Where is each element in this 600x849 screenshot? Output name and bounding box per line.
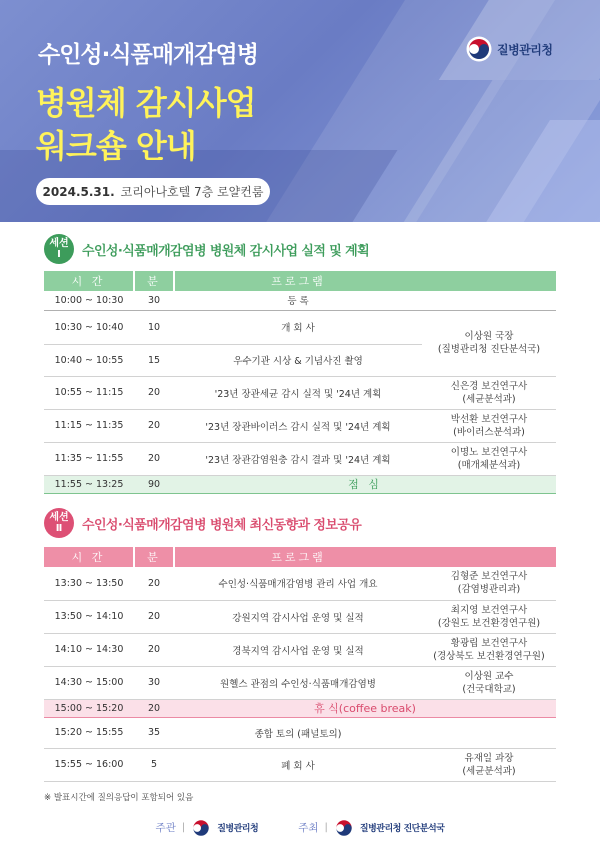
section-1-schedule-table <box>44 271 556 494</box>
row-time: 11:15 ~ 11:35 <box>44 409 134 442</box>
row-program: 우수기관 시상 & 기념사진 촬영 <box>174 344 422 376</box>
speaker-name: 김형준 보건연구사 <box>450 571 528 583</box>
col-header-speaker <box>422 547 556 567</box>
title-line-2: 워크숍 안내 <box>36 127 196 165</box>
row-min: 30 <box>134 291 174 310</box>
host-label: 주관 <box>155 822 176 834</box>
row-program: 등 록 <box>174 291 422 310</box>
row-time: 14:10 ~ 14:30 <box>44 633 134 666</box>
host-info <box>156 818 259 838</box>
row-time: 15:20 ~ 15:55 <box>44 717 134 748</box>
section-2-badge <box>44 508 74 538</box>
date-venue-pill <box>36 178 270 205</box>
table-row <box>44 442 556 475</box>
row-min: 20 <box>134 442 174 475</box>
row-speaker <box>422 310 556 376</box>
row-time: 13:50 ~ 14:10 <box>44 600 134 633</box>
speaker-name: 이명노 보건연구사 <box>450 446 528 458</box>
table-row <box>44 409 556 442</box>
row-time: 11:35 ~ 11:55 <box>44 442 134 475</box>
row-speaker <box>422 291 556 310</box>
row-program: 경북지역 감시사업 운영 및 실적 <box>174 633 422 666</box>
divider: | <box>181 822 186 833</box>
badge-label: 세션 <box>49 512 69 523</box>
break-row <box>44 699 556 717</box>
section-1-heading <box>44 234 369 264</box>
row-speaker <box>422 442 556 475</box>
row-program: 폐 회 사 <box>174 748 422 781</box>
kdca-logo-text: 질병관리청 <box>497 42 553 57</box>
row-speaker <box>422 717 556 748</box>
badge-label: 세션 <box>49 238 69 249</box>
col-header-program: 프로그램 <box>174 271 422 291</box>
organizer-label: 주최 <box>298 822 319 834</box>
badge-numeral: Ⅰ <box>57 249 61 260</box>
row-program: 개 회 사 <box>174 310 422 344</box>
row-speaker <box>422 633 556 666</box>
speaker-name: 유재일 과장 <box>464 752 514 764</box>
table-row <box>44 748 556 781</box>
row-min: 20 <box>134 567 174 600</box>
organizer-info <box>298 818 444 838</box>
divider: | <box>324 822 328 833</box>
footer <box>0 806 600 849</box>
row-min: 90 <box>134 475 174 493</box>
col-header-program: 프로그램 <box>174 547 422 567</box>
row-speaker <box>422 600 556 633</box>
speaker-name: 황광립 보건연구사 <box>450 637 528 649</box>
taegeuk-emblem-icon <box>334 818 354 838</box>
row-time: 10:40 ~ 10:55 <box>44 344 134 376</box>
table-row <box>44 376 556 409</box>
table-row <box>44 291 556 310</box>
row-program: 원헬스 관점의 수인성·식품매개감염병 <box>174 666 422 699</box>
row-min: 20 <box>134 376 174 409</box>
section-1-title: 수인성·식품매개감염병 병원체 감시사업 실적 및 계획 <box>82 243 370 259</box>
section-2-title: 수인성·식품매개감염병 병원체 최신동향과 정보공유 <box>82 517 362 533</box>
row-program: '23년 장관바이러스 감시 실적 및 '24년 계획 <box>174 409 422 442</box>
row-program: 강원지역 감시사업 운영 및 실적 <box>174 600 422 633</box>
table-row <box>44 666 556 699</box>
host-org: 질병관리청 <box>217 824 259 834</box>
row-min: 35 <box>134 717 174 748</box>
table-row <box>44 600 556 633</box>
speaker-org: (감염병관리과) <box>457 584 521 596</box>
row-program: '23년 장관세균 감시 실적 및 '24년 계획 <box>174 376 422 409</box>
row-min: 30 <box>134 666 174 699</box>
speaker-name: 이상원 국장 <box>464 331 514 342</box>
row-min: 15 <box>134 344 174 376</box>
lunch-row <box>44 475 556 493</box>
row-time: 10:55 ~ 11:15 <box>44 376 134 409</box>
speaker-org: (세균분석과) <box>462 765 516 777</box>
row-program: 점 심 <box>174 475 556 493</box>
event-venue: 코리아나호텔 7층 로얄컨룸 <box>120 185 264 199</box>
header-subtitle: 수인성·식품매개감염병 <box>38 42 258 68</box>
footnote: ※ 발표시간에 질의응답이 포함되어 있음 <box>44 793 194 803</box>
row-time: 10:00 ~ 10:30 <box>44 291 134 310</box>
row-time: 14:30 ~ 15:00 <box>44 666 134 699</box>
col-header-min: 분 <box>134 271 174 291</box>
row-speaker <box>422 567 556 600</box>
col-header-time: 시 간 <box>44 547 134 567</box>
table-row <box>44 310 556 344</box>
row-min: 20 <box>134 699 174 717</box>
section-2-schedule-table <box>44 547 556 782</box>
section-2-heading <box>44 508 361 538</box>
row-min: 20 <box>134 633 174 666</box>
speaker-name: 이상원 교수 <box>464 670 514 682</box>
title-line-1: 병원체 감시사업 <box>36 84 256 122</box>
speaker-name: 최지영 보건연구사 <box>450 604 528 616</box>
row-min: 20 <box>134 409 174 442</box>
speaker-org: (건국대학교) <box>462 683 516 695</box>
col-header-min: 분 <box>134 547 174 567</box>
speaker-name: 신은경 보건연구사 <box>450 380 528 392</box>
row-speaker <box>422 748 556 781</box>
taegeuk-emblem-icon <box>466 36 492 62</box>
row-time: 15:55 ~ 16:00 <box>44 748 134 781</box>
section-1-badge <box>44 234 74 264</box>
speaker-org: (매개체분석과) <box>457 459 521 471</box>
row-program: 수인성·식품매개감염병 관리 사업 개요 <box>174 567 422 600</box>
speaker-org: (질병관리청 진단분석국) <box>437 344 541 355</box>
col-header-time: 시 간 <box>44 271 134 291</box>
table-row <box>44 717 556 748</box>
kdca-logo <box>466 36 552 62</box>
taegeuk-emblem-icon <box>191 818 211 838</box>
speaker-org: (강원도 보건환경연구원) <box>437 617 541 629</box>
row-speaker <box>422 666 556 699</box>
row-program: 종합 토의 (패널토의) <box>174 717 422 748</box>
row-time: 13:30 ~ 13:50 <box>44 567 134 600</box>
row-min: 20 <box>134 600 174 633</box>
col-header-speaker <box>422 271 556 291</box>
row-time: 10:30 ~ 10:40 <box>44 310 134 344</box>
speaker-org: (경상북도 보건환경연구원) <box>433 650 545 662</box>
badge-numeral: Ⅱ <box>55 523 63 534</box>
row-speaker <box>422 409 556 442</box>
table-row <box>44 567 556 600</box>
organizer-org: 질병관리청 진단분석국 <box>359 824 445 834</box>
speaker-org: (바이러스분석과) <box>453 426 525 438</box>
row-program: 휴 식(coffee break) <box>174 699 556 717</box>
table-row <box>44 633 556 666</box>
row-speaker <box>422 376 556 409</box>
header-banner <box>0 0 600 222</box>
row-program: '23년 장관감염원충 감시 결과 및 '24년 계획 <box>174 442 422 475</box>
speaker-org: (세균분석과) <box>462 393 516 405</box>
event-date: 2024.5.31. <box>42 184 115 199</box>
row-min: 5 <box>134 748 174 781</box>
row-min: 10 <box>134 310 174 344</box>
row-time: 15:00 ~ 15:20 <box>44 699 134 717</box>
row-time: 11:55 ~ 13:25 <box>44 475 134 493</box>
speaker-name: 박선환 보건연구사 <box>450 413 528 425</box>
